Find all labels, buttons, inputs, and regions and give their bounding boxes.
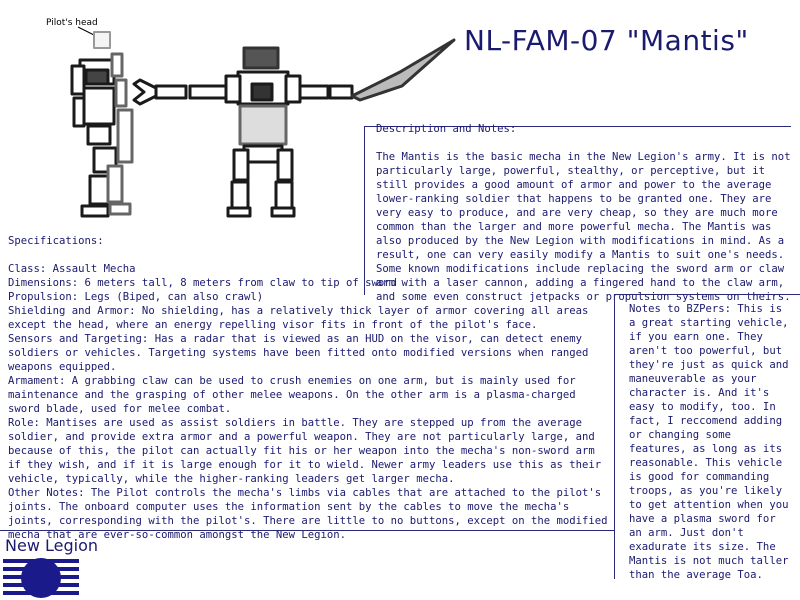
description-heading: Description and Notes:: [376, 123, 517, 135]
spec-class: Class: Assault Mecha: [8, 263, 136, 275]
spec-propulsion: Propulsion: Legs (Biped, can also crawl): [8, 291, 264, 303]
spec-armament: Armament: A grabbing claw can be used to crush enemies on one arm, but is mainly used for maintenance and the grasping of other melee weapons. On the other arm is a plasma-charged sword blade, used for melee combat.: [8, 375, 576, 415]
new-legion-logo-icon: [3, 556, 79, 600]
spec-other-notes: Other Notes: The Pilot controls the mecha's limbs via cables that are attached to the pilot's joints. The onboard computer uses the information sent by the cables to move the mecha's joints, corresponding with the pilot's. There are little to no buttons, except on the modified mecha that are ever-so-common amongst the New Legion.: [8, 487, 608, 541]
pilot-head-label: Pilot's head: [46, 18, 98, 28]
faction-name: New Legion: [5, 536, 98, 555]
description-body: The Mantis is the basic mecha in the New Legion's army. It is not particularly large, powerful, stealthy, or perceptive, but it still provides a good amount of armor and power to the average lower-ranking soldier that happens to be granted one. They are very easy to produce, and are very cheap, so they are much more common than the larger and more powerful mecha. The Mantis was also produced by the New Legion with modifications in mind. As a result, one can very easily modify a Mantis to suit one's needs. Some known modifications include replacing the sword arm or claw arm with a laser cannon, adding a fingered hand to the claw arm, and some even construct jetpacks or propulsion systems on theirs.: [376, 151, 791, 303]
footer-divider: [0, 530, 614, 531]
specifications-heading: Specifications:: [8, 235, 104, 247]
spec-role: Role: Mantises are used as assist soldiers in battle. They are stepped up from the average soldier, and provide extra armor and a powerful weapon. They are not particularly large, and because of this, the pilot can actually fit his or her weapon into the mecha's non-sword arm if they wish, and if it is large enough for it to wield. Newer army leaders use this as their vehicle, typically, while the higher-ranking leaders get larger mecha.: [8, 417, 602, 485]
specifications-block: [8, 234, 612, 542]
notes-to-bzpers: Notes to BZPers: This is a great starting vehicle, if you earn one. They aren't too powerful, but they're just as quick and maneuverable as your character is. And it's easy to modify, too. In fact, I reccomend adding or changing some features, as long as its reasonable. This vehicle is good for commanding troops, as you're likely to get attention when you have a plasma sword for an arm. Just don't exadurate its size. The Mantis is not much taller than the average Toa.: [629, 303, 789, 581]
spec-shielding-armor: Shielding and Armor: No shielding, has a relatively thick layer of armor covering all areas except the head, where an energy repelling visor fits in front of the pilot's face.: [8, 305, 589, 331]
spec-sensors-targeting: Sensors and Targeting: Has a radar that is viewed as an HUD on the visor, can detect enemy soldiers or vehicles. Targeting systems have been fitted onto modified versions when ranged weapons equipped.: [8, 333, 589, 373]
page-title: NL-FAM-07 "Mantis": [464, 24, 749, 57]
spec-dimensions: Dimensions: 6 meters tall, 8 meters from claw to tip of sword: [8, 277, 398, 289]
